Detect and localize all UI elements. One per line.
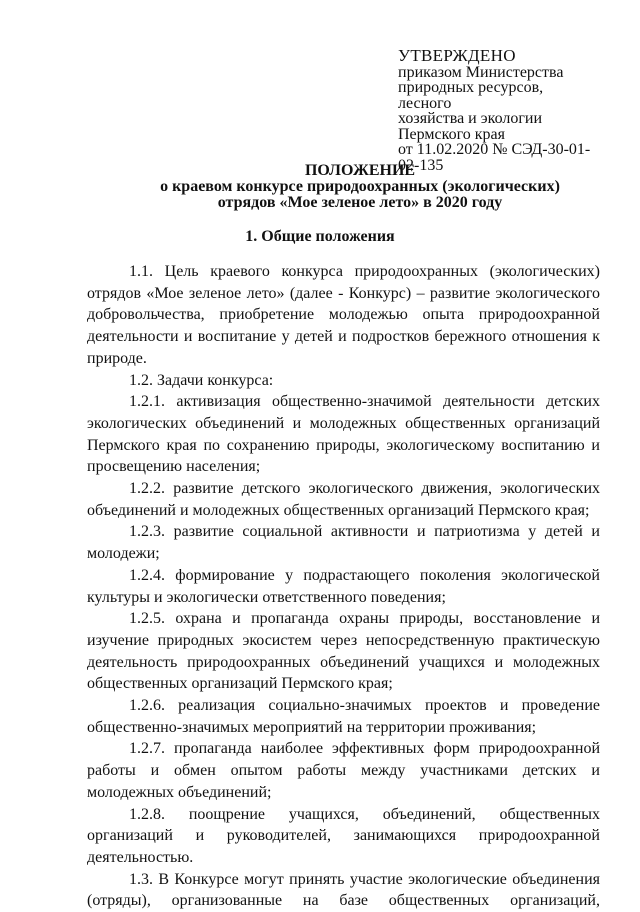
document-title: ПОЛОЖЕНИЕ (304, 162, 416, 179)
paragraph-1-2-4: 1.2.4. формирование у подрастающего поколения экологической культуры и экологически ответственного поведения; (87, 566, 600, 606)
paragraph-1-2: 1.2. Задачи конкурса: (129, 371, 274, 389)
paragraph-1-2-8: 1.2.8. поощрение учащихся, объединений, общественных организаций и руководителей, занимающихся природоохранной деятельностью. (87, 805, 600, 866)
section-heading: 1. Общие положения (245, 228, 395, 245)
paragraph-1-2-5: 1.2.5. охрана и пропаганда охраны природы, восстановление и изучение природных экосистем через непосредственную практическую деятельность природоохранных объединений учащихся и молодежных общественных организаций Пермского края; (87, 610, 600, 693)
paragraph-1-2-1: 1.2.1. активизация общественно-значимой деятельности детских экологических объединений и молодежных общественных организаций Пермского края по сохранению природы, экологическому воспитанию и просвещению населения; (87, 393, 600, 476)
document-subtitle-line: отрядов «Мое зеленое лето» в 2020 году (217, 194, 503, 211)
approval-line: приказом Министерства (398, 63, 564, 81)
paragraph-1-2-6: 1.2.6. реализация социально-значимых проектов и проведение общественно-значимых мероприятий на территории проживания; (87, 697, 600, 736)
approval-stamp: УТВЕРЖДЕНО (398, 46, 516, 65)
document-subtitle-line: о краевом конкурсе природоохранных (экологических) (160, 178, 560, 195)
document-title-block (60, 163, 640, 211)
paragraph-1-3: 1.3. В Конкурсе могут принять участие экологические объединения (отряды), организованные на базе общественных организаций, (87, 870, 600, 910)
paragraph-1-2-2: 1.2.2. развитие детского экологического движения, экологических объединений и молодежных общественных организаций Пермского края; (87, 480, 600, 519)
approval-line: Пермского края (398, 125, 505, 143)
approval-line: хозяйства и экологии (398, 110, 543, 127)
approval-line: 02-135 (398, 156, 444, 174)
approval-line: от 11.02.2020 № СЭД-30-01- (398, 141, 591, 158)
paragraph-1-1: 1.1. Цель краевого конкурса природоохранных (экологических) отрядов «Мое зеленое лето» (далее - Конкурс) – развитие экологического добровольчества, приобретение молодежью опыта природоохранной деятельности и воспитание у детей и подростков бережного отношения к природе. (87, 263, 600, 367)
approval-stamp-block (398, 48, 598, 173)
paragraph-1-2-3: 1.2.3. развитие социальной активности и патриотизма у детей и молодежи; (87, 523, 600, 563)
approval-line: природных ресурсов, лесного (398, 79, 544, 112)
paragraph-1-2-7: 1.2.7. пропаганда наиболее эффективных форм природоохранной работы и обмен опытом работы между участниками детских и молодежных объединений; (87, 740, 600, 801)
section-body (87, 261, 600, 912)
